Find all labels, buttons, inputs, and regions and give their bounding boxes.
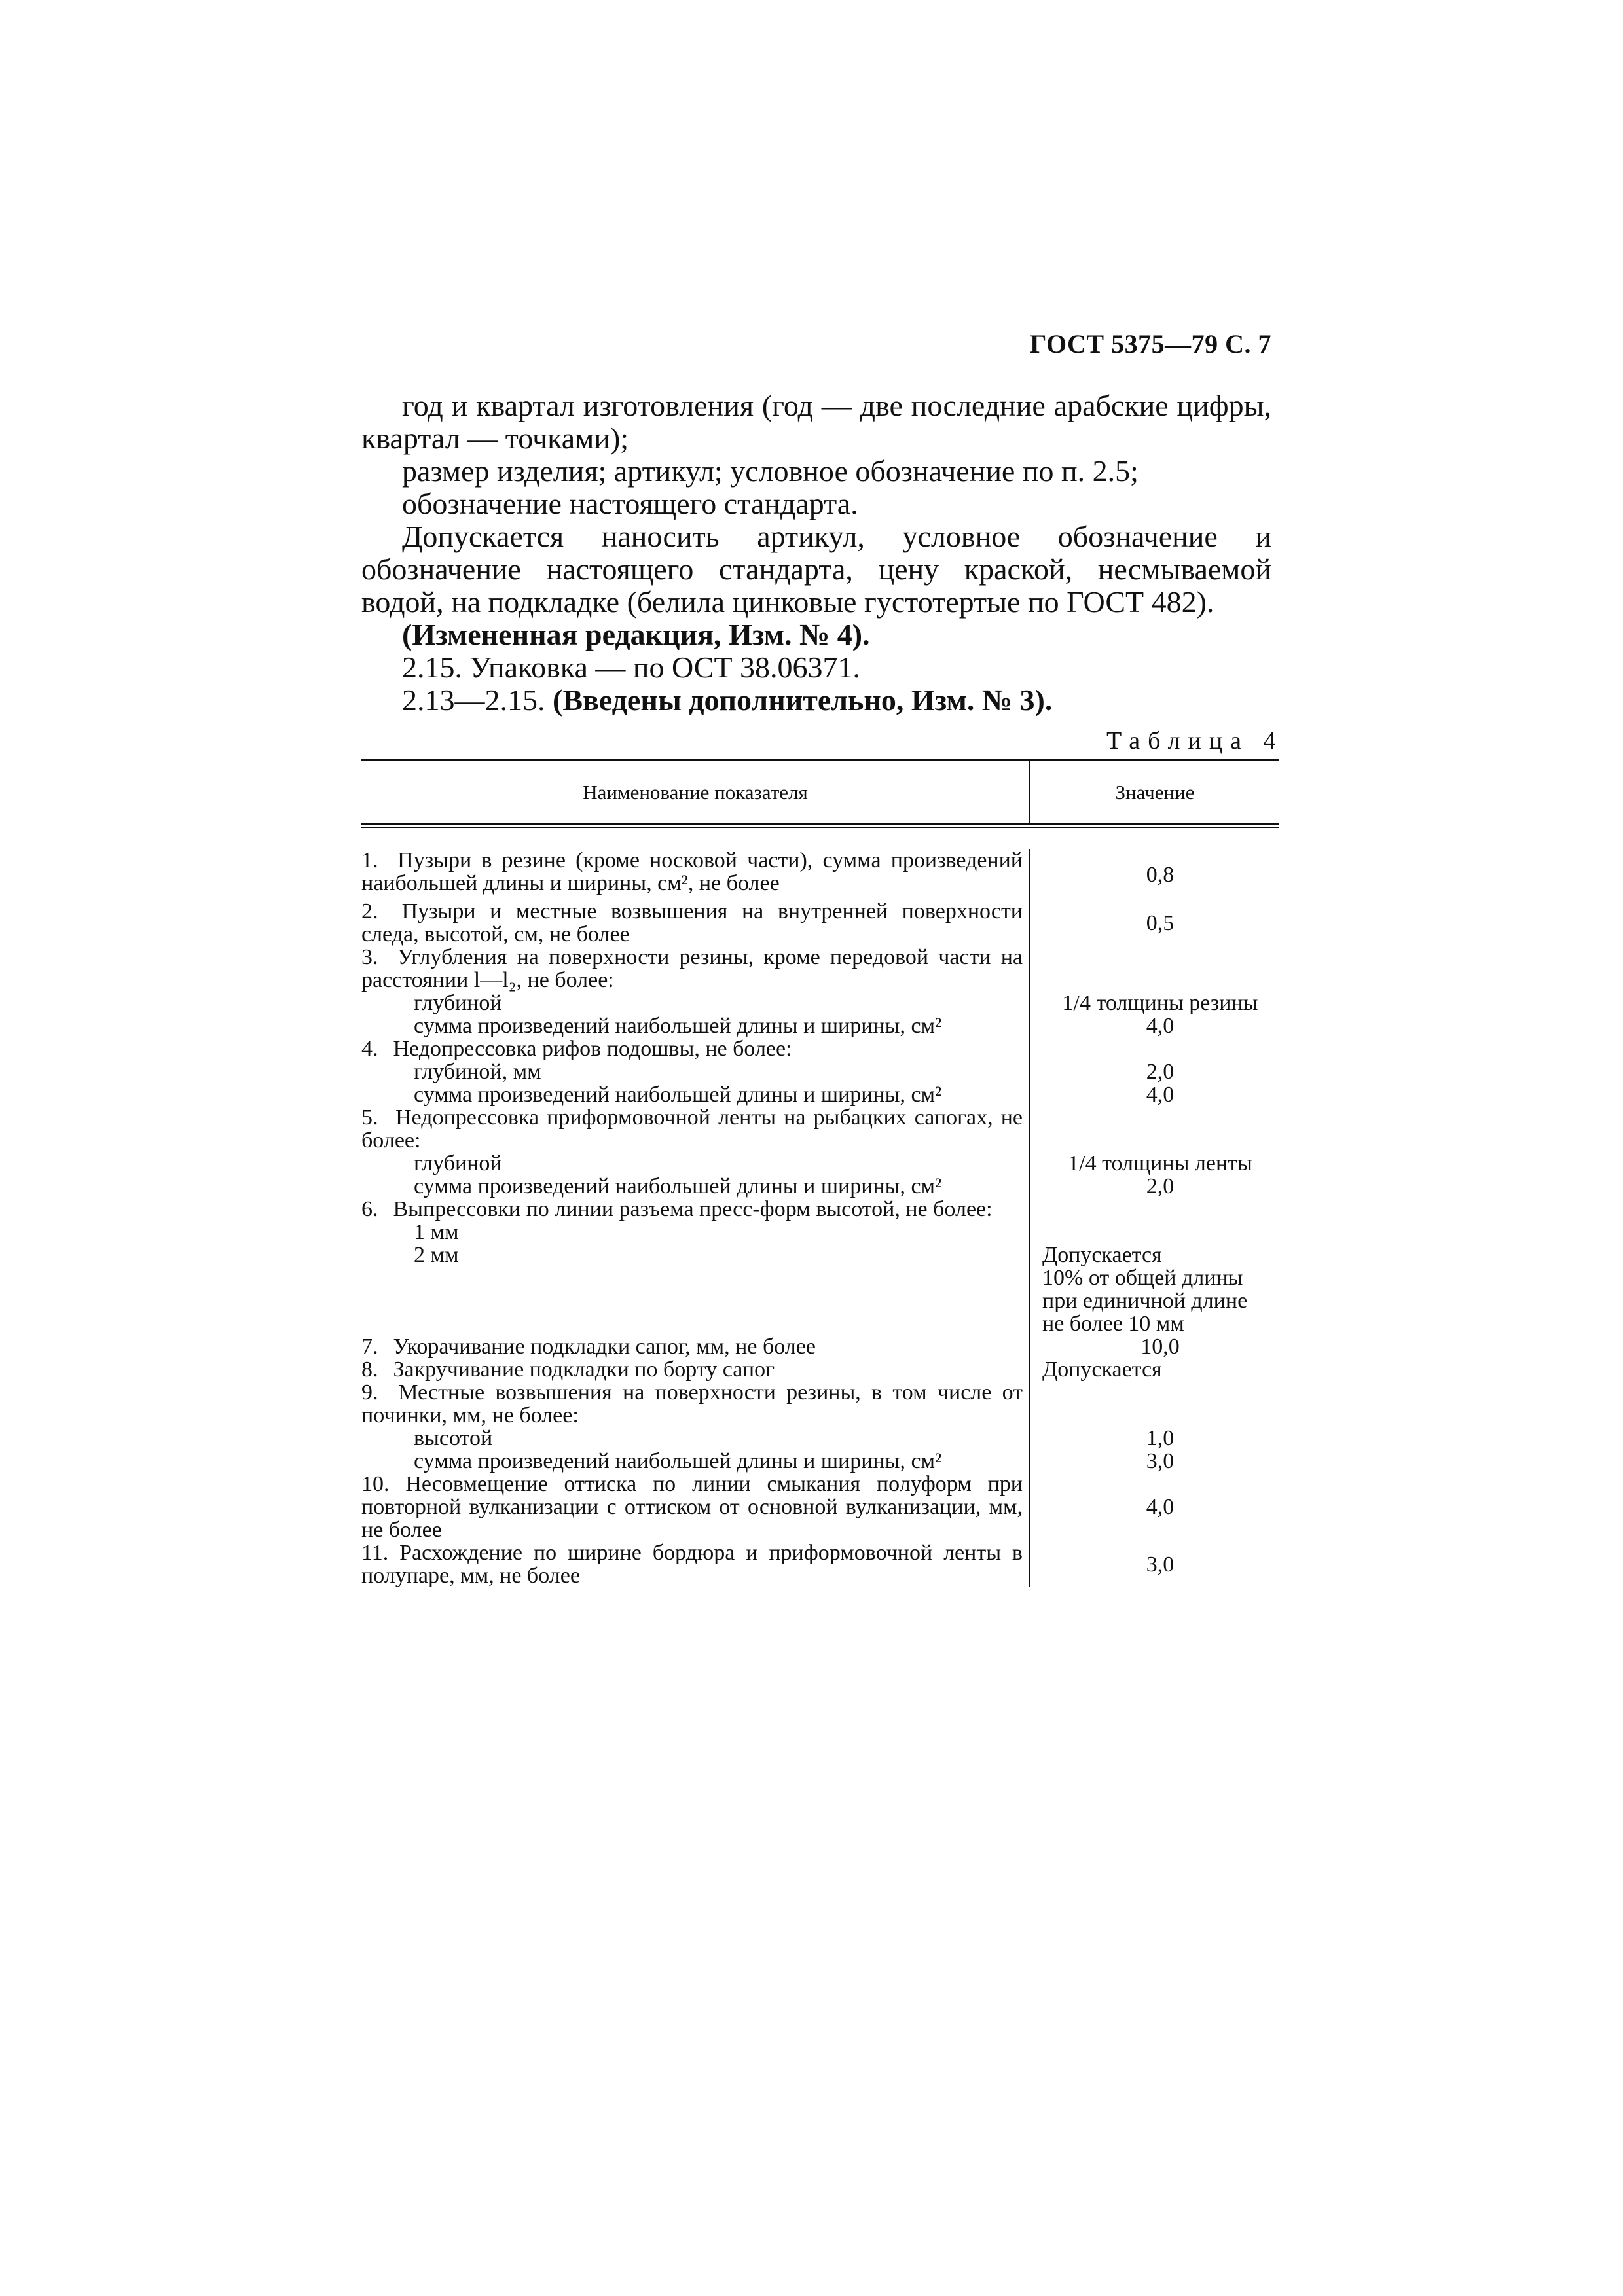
row-text [361,1335,1029,1358]
table-row [361,1541,1279,1587]
body-text [361,389,1271,717]
paragraph: размер изделия; артикул; условное обозначение по п. 2.5; [402,454,1139,488]
row-values [1029,1381,1278,1473]
row-value: 1/4 толщины ленты [1068,1151,1252,1175]
row-number: 10. [361,1472,390,1496]
spacer [361,1266,1023,1289]
row-value: 2,0 [1146,1174,1175,1198]
row-text [361,946,1029,1037]
table-row [361,900,1279,946]
row-label: Закручивание подкладки по борту сапог [393,1357,775,1382]
row-subitem: 2 мм [414,1243,459,1267]
paragraph: 2.15. Упаковка — по ОСТ 38.06371. [402,651,861,684]
amendment-note: (Измененная редакция, Изм. № 4). [402,618,870,651]
paragraph: обозначение настоящего стандарта. [402,487,858,520]
row-text [361,1473,1029,1541]
row-main [361,1106,1023,1152]
row-subitem: глубиной, мм [414,1060,541,1084]
spacer [361,1312,1023,1335]
row-number: 8. [361,1357,378,1382]
row-value: 2,0 [1146,1060,1175,1084]
spacer [361,1289,1023,1312]
row-label: Укорачивание подкладки сапог, мм, не более [393,1335,816,1359]
row-text [361,1198,1029,1335]
row-value: Допускается [1042,1243,1162,1267]
amendment-note: (Введены дополнительно, Изм. № 3). [553,683,1053,717]
row-subitem: сумма произведений наибольшей длины и ширины, см² [414,1083,942,1107]
row-values [1029,1106,1278,1198]
row-subitem: сумма произведений наибольшей длины и ширины, см² [414,1014,942,1038]
table-row [361,1335,1279,1358]
column-header-value [1029,761,1279,823]
row-text [361,1106,1029,1198]
clause-range: 2.13—2.15. [402,683,553,717]
paragraph [361,684,1271,717]
row-subitem: глубиной [414,1151,502,1175]
row-text [361,1037,1029,1106]
row-main [361,1198,1023,1221]
row-value: 10% от общей длины при единичной длине не более 10 мм [1042,1266,1248,1336]
defects-table [361,759,1279,1587]
row-number: 2. [361,899,378,924]
row-main [361,1381,1023,1427]
row-label: Пузыри в резине (кроме носковой части), сумма произведений наибольшей длины и ширины, см², не более [361,848,1023,895]
row-subitem: глубиной [414,991,502,1015]
row-subitem: высотой [414,1426,493,1450]
row-text [361,1358,1029,1381]
paragraph: год и квартал изготовления (год — две последние арабские цифры, [402,389,1271,422]
row-value: Допускается [1029,1358,1278,1381]
row-label: Пузыри и местные возвышения на внутренней поверхности следа, высотой, см, не более [361,899,1023,946]
column-header-value-label: Значение [1115,780,1195,804]
row-number: 3. [361,945,378,969]
table-header [361,761,1279,828]
row-value: 4,0 [1029,1473,1278,1541]
table-row [361,1106,1279,1198]
table-row [361,1198,1279,1335]
row-main [361,1037,1023,1060]
row-label: Углубления на поверхности резины, кроме передовой части на расстоянии l—l₂, не более: [361,945,1023,992]
row-label: Несовмещение оттиска по линии смыкания полуформ при повторной вулканизации с оттиском от основной вулканизации, мм, не более [361,1472,1023,1542]
row-text [361,900,1029,946]
table-row [361,946,1279,1037]
row-text [361,1541,1029,1587]
page-header: ГОСТ 5375—79 С. 7 [1029,329,1271,359]
row-label: Местные возвышения на поверхности резины, в том числе от починки, мм, не более: [361,1380,1023,1427]
row-label: Недопрессовка рифов подошвы, не более: [393,1037,792,1061]
row-text [361,849,1029,900]
row-label: Недопрессовка приформовочной ленты на рыбацких сапогах, не более: [361,1105,1023,1153]
paragraph: Допускается наносить артикул, условное обозначение и обозначение настоящего стандарта, цену краской, несмываемой водой, на подкладке (белила цинковые густотертые по ГОСТ 482). [361,520,1271,619]
row-values [1029,1037,1278,1106]
row-value: 3,0 [1029,1541,1278,1587]
row-subitem: 1 мм [414,1220,459,1244]
row-value: 4,0 [1146,1083,1175,1107]
row-value: 0,8 [1029,849,1278,900]
row-number: 7. [361,1335,378,1359]
table-row [361,1473,1279,1541]
row-subitem: сумма произведений наибольшей длины и ширины, см² [414,1174,942,1198]
row-value: 3,0 [1146,1449,1175,1473]
table-row [361,1358,1279,1381]
row-number: 11. [361,1541,389,1565]
row-number: 1. [361,848,378,872]
row-value: 1/4 толщины резины [1062,991,1258,1015]
row-values [1029,946,1278,1037]
table-row [361,1381,1279,1473]
row-text [361,1381,1029,1473]
row-value: 10,0 [1029,1335,1278,1358]
row-label: Выпрессовки по линии разъема пресс-форм высотой, не более: [393,1197,993,1221]
table-row [361,849,1279,900]
column-header-name: Наименование показателя [583,780,808,804]
row-value: 1,0 [1146,1426,1175,1450]
table-caption: Таблица 4 [1106,727,1284,755]
row-subitem: сумма произведений наибольшей длины и ширины, см² [414,1449,942,1473]
row-value: 0,5 [1029,900,1278,946]
row-value: 4,0 [1146,1014,1175,1038]
row-main [361,946,1023,992]
table-row [361,1037,1279,1106]
row-values [1029,1198,1278,1335]
table-body [361,828,1279,1587]
row-number: 6. [361,1197,378,1221]
row-number: 5. [361,1105,378,1130]
paragraph: квартал — точками); [361,422,629,455]
row-number: 4. [361,1037,378,1061]
row-number: 9. [361,1380,378,1405]
row-label: Расхождение по ширине бордюра и приформовочной ленты в полупаре, мм, не более [361,1541,1023,1588]
